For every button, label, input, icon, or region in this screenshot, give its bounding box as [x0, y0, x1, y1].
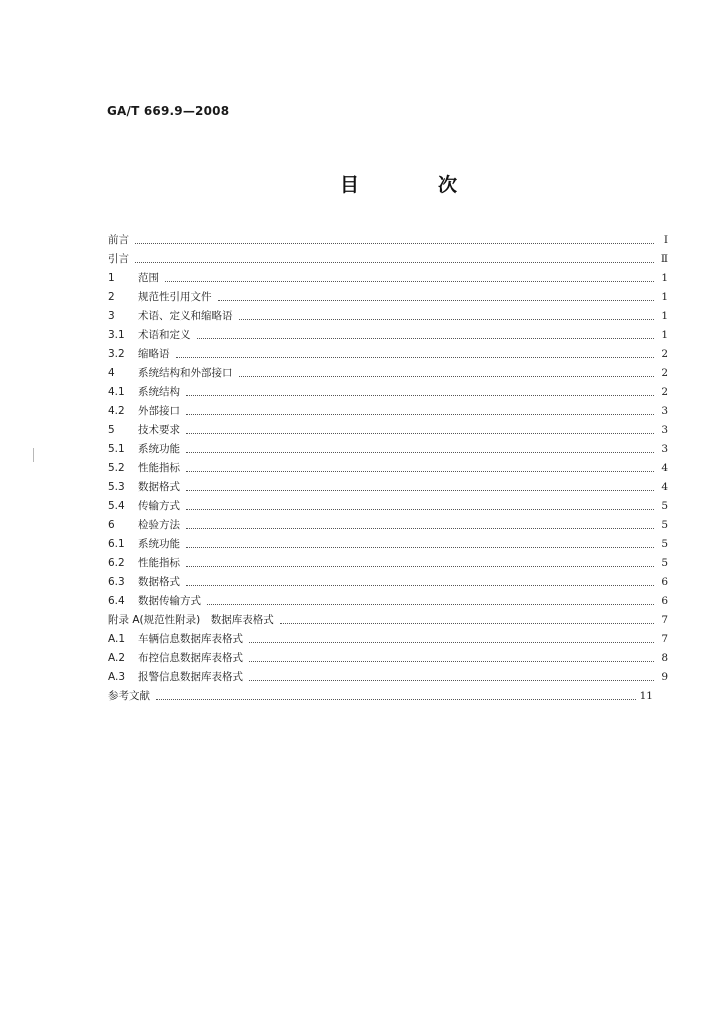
toc-entry-label: 数据格式: [138, 576, 180, 588]
toc-entry-page: 3: [661, 424, 668, 436]
toc-entry-page: Ⅱ: [660, 253, 668, 265]
toc-entry[interactable]: [108, 342, 668, 361]
toc-entry-page: 1: [661, 310, 668, 322]
toc-entry-page: 1: [661, 329, 668, 341]
toc-entry-label: 车辆信息数据库表格式: [138, 633, 243, 645]
toc-entry[interactable]: [108, 418, 668, 437]
toc-entry-label: 参考文献: [108, 690, 150, 702]
toc-entry-label: 数据传输方式: [138, 595, 201, 607]
toc-entry[interactable]: [108, 456, 668, 475]
toc-dot-leader: [186, 414, 654, 415]
toc-entry-number: 3: [108, 310, 115, 322]
toc-entry-label: 缩略语: [138, 348, 170, 360]
toc-entry[interactable]: [108, 228, 668, 247]
toc-entry[interactable]: [108, 380, 668, 399]
toc-entry-label: 检验方法: [138, 519, 180, 531]
toc-entry-label: 附录 A(规范性附录) 数据库表格式: [108, 614, 274, 626]
toc-entry-page: 1: [661, 272, 668, 284]
toc-entry[interactable]: [108, 475, 668, 494]
toc-dot-leader: [186, 566, 654, 567]
toc-entry-label: 传输方式: [138, 500, 180, 512]
toc-dot-leader: [197, 338, 655, 339]
toc-dot-leader: [249, 680, 654, 681]
toc-entry[interactable]: [108, 437, 668, 456]
toc-entry-number: 5.4: [108, 500, 125, 512]
toc-dot-leader: [186, 509, 654, 510]
toc-entry-label: 规范性引用文件: [138, 291, 212, 303]
toc-entry-number: 3.2: [108, 348, 125, 360]
toc-entry-number: 4: [108, 367, 115, 379]
toc-entry[interactable]: [108, 665, 668, 684]
toc-entry-number: 6.4: [108, 595, 125, 607]
toc-entry-page: 7: [661, 614, 668, 626]
toc-dot-leader: [156, 699, 636, 700]
toc-entry-number: 6.2: [108, 557, 125, 569]
toc-entry-page: 1: [661, 291, 668, 303]
toc-dot-leader: [165, 281, 654, 282]
toc-entry-page: 2: [661, 386, 668, 398]
toc-dot-leader: [186, 585, 654, 586]
toc-entry-number: 5.2: [108, 462, 125, 474]
toc-entry-number: A.2: [108, 652, 126, 664]
toc-entry-label: 前言: [108, 234, 129, 246]
toc-entry-page: 2: [661, 348, 668, 360]
toc-entry-label: 系统功能: [138, 538, 180, 550]
toc-entry-page: 7: [661, 633, 668, 645]
toc-dot-leader: [249, 661, 654, 662]
toc-entry-page: 4: [661, 481, 668, 493]
toc-dot-leader: [186, 395, 654, 396]
toc-dot-leader: [186, 471, 654, 472]
toc-entry[interactable]: [108, 247, 668, 266]
toc-entry-label: 布控信息数据库表格式: [138, 652, 243, 664]
toc-entry-label: 技术要求: [138, 424, 180, 436]
toc-entry-label: 性能指标: [138, 462, 180, 474]
toc-entry[interactable]: [108, 361, 668, 380]
toc-dot-leader: [186, 433, 654, 434]
toc-list: [108, 228, 668, 703]
toc-entry-page: 5: [661, 538, 668, 550]
toc-dot-leader: [218, 300, 655, 301]
toc-entry-number: 5.3: [108, 481, 125, 493]
toc-entry-label: 术语和定义: [138, 329, 191, 341]
toc-entry-label: 范围: [138, 272, 159, 284]
toc-entry-number: 5.1: [108, 443, 125, 455]
toc-entry-label: 系统结构和外部接口: [138, 367, 233, 379]
toc-dot-leader: [186, 547, 654, 548]
toc-entry[interactable]: [108, 399, 668, 418]
toc-entry-page: 3: [661, 405, 668, 417]
toc-entry[interactable]: [108, 285, 668, 304]
toc-entry-page: 5: [661, 500, 668, 512]
toc-dot-leader: [186, 528, 654, 529]
toc-dot-leader: [186, 490, 654, 491]
toc-entry-label: 术语、定义和缩略语: [138, 310, 233, 322]
toc-entry[interactable]: [108, 513, 668, 532]
toc-entry-number: 1: [108, 272, 115, 284]
toc-entry-page: 6: [661, 595, 668, 607]
toc-entry-number: 6.1: [108, 538, 125, 550]
toc-entry-number: 4.1: [108, 386, 125, 398]
toc-entry[interactable]: [108, 323, 668, 342]
toc-entry-page: 8: [661, 652, 668, 664]
toc-entry-number: 5: [108, 424, 115, 436]
toc-dot-leader: [239, 376, 655, 377]
toc-entry[interactable]: [108, 551, 668, 570]
toc-entry-number: A.3: [108, 671, 126, 683]
toc-entry-label: 报警信息数据库表格式: [138, 671, 243, 683]
toc-dot-leader: [135, 262, 654, 263]
toc-entry-page: Ⅰ: [663, 234, 668, 246]
toc-dot-leader: [249, 642, 654, 643]
document-code: GA/T 669.9—2008: [107, 104, 230, 118]
toc-entry-page: 9: [661, 671, 668, 683]
toc-dot-leader: [135, 243, 654, 244]
toc-title: 目 次: [340, 174, 488, 196]
toc-entry-page: 5: [661, 557, 668, 569]
toc-entry-number: 4.2: [108, 405, 125, 417]
toc-dot-leader: [239, 319, 655, 320]
toc-dot-leader: [280, 623, 654, 624]
toc-entry-label: 引言: [108, 253, 129, 265]
toc-entry-label: 系统功能: [138, 443, 180, 455]
toc-entry-page: 3: [661, 443, 668, 455]
toc-entry-page: 2: [661, 367, 668, 379]
toc-entry[interactable]: [108, 570, 668, 589]
toc-entry[interactable]: [108, 266, 668, 285]
toc-entry-label: 系统结构: [138, 386, 180, 398]
toc-entry[interactable]: [108, 684, 653, 703]
toc-entry-number: 6: [108, 519, 115, 531]
toc-entry-number: 2: [108, 291, 115, 303]
toc-entry[interactable]: [108, 608, 668, 627]
toc-entry-number: 6.3: [108, 576, 125, 588]
toc-dot-leader: [176, 357, 655, 358]
toc-entry-page: 5: [661, 519, 668, 531]
scan-margin-mark: [33, 448, 34, 462]
toc-entry[interactable]: [108, 627, 668, 646]
toc-entry[interactable]: [108, 494, 668, 513]
toc-entry-label: 性能指标: [138, 557, 180, 569]
toc-entry[interactable]: [108, 646, 668, 665]
toc-entry-label: 外部接口: [138, 405, 180, 417]
toc-entry[interactable]: [108, 304, 668, 323]
toc-entry-page: 6: [661, 576, 668, 588]
toc-entry-label: 数据格式: [138, 481, 180, 493]
toc-entry-page: 4: [661, 462, 668, 474]
toc-entry[interactable]: [108, 589, 668, 608]
toc-entry-page: 11: [639, 690, 653, 702]
toc-dot-leader: [186, 452, 654, 453]
toc-entry-number: A.1: [108, 633, 126, 645]
toc-dot-leader: [207, 604, 654, 605]
toc-entry-number: 3.1: [108, 329, 125, 341]
toc-entry[interactable]: [108, 532, 668, 551]
